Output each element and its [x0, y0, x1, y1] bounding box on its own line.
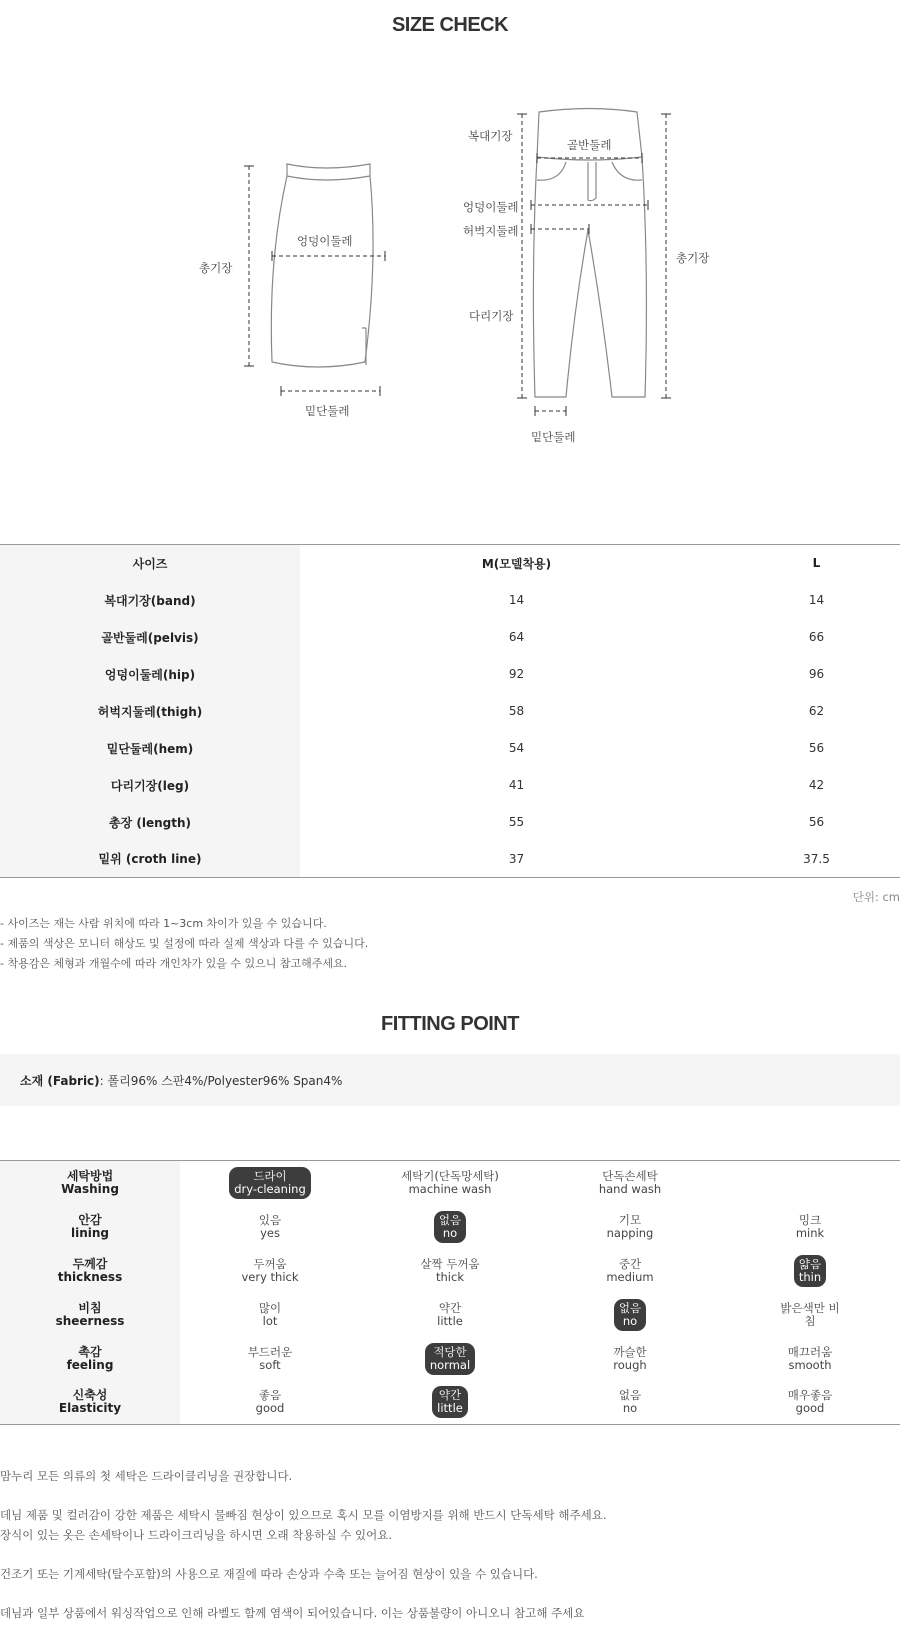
fitting-label-en: feeling — [66, 1357, 114, 1372]
fitting-option — [360, 1161, 540, 1205]
skirt-drawing — [271, 164, 373, 367]
size-diagram — [0, 90, 900, 470]
table-row — [0, 582, 900, 619]
fitting-option — [720, 1249, 900, 1293]
option-en: no — [622, 1313, 638, 1328]
care-note-line: 맘누리 모든 의류의 첫 세탁은 드라이클리닝을 권장합니다. — [0, 1469, 293, 1483]
fitting-option — [360, 1381, 540, 1425]
size-value-cell: 56 — [808, 741, 825, 755]
option-ko: 적당한 — [433, 1344, 467, 1359]
size-value-cell: 14 — [808, 593, 825, 607]
option-ko: 좋음 — [258, 1388, 282, 1403]
pants-hip-label: 엉덩이둘레 — [463, 200, 519, 214]
fitting-option-selected — [794, 1255, 826, 1287]
fitting-label-ko: 두께감 — [72, 1256, 108, 1271]
fitting-row-label — [0, 1249, 180, 1293]
table-row — [0, 730, 900, 767]
size-value-cell: 96 — [808, 667, 825, 681]
fitting-option — [180, 1337, 360, 1381]
fitting-option — [540, 1161, 720, 1205]
fitting-option — [720, 1337, 900, 1381]
fitting-option-label — [415, 1255, 484, 1287]
fitting-row — [0, 1249, 900, 1293]
size-value-cell: 42 — [808, 778, 825, 792]
size-row-label: 다리기장(leg) — [0, 767, 300, 804]
fitting-option-label — [432, 1299, 468, 1331]
fitting-option — [180, 1381, 360, 1425]
option-ko: 매우좋음 — [787, 1388, 833, 1403]
option-en: dry-cleaning — [234, 1181, 306, 1196]
fitting-row — [0, 1293, 900, 1337]
size-notes — [0, 914, 368, 974]
size-value-cell: 62 — [808, 704, 825, 718]
pants-hem-label: 밑단둘레 — [531, 430, 576, 444]
care-note-line: 건조기 또는 기계세탁(탈수포함)의 사용으로 재질에 따라 손상과 수축 또는 늘어짐 현상이 있을 수 있습니다. — [0, 1567, 538, 1581]
fitting-label-en: lining — [70, 1225, 109, 1240]
option-en: hand wash — [598, 1181, 662, 1196]
fitting-option — [360, 1337, 540, 1381]
size-row-label: 복대기장(band) — [0, 582, 300, 619]
size-row-label: 골반둘레(pelvis) — [0, 619, 300, 656]
option-ko: 밍크 — [798, 1212, 822, 1227]
pants-thigh-label: 허벅지둘레 — [463, 224, 519, 238]
option-en: good — [255, 1401, 285, 1416]
pants-total-length-label: 총기장 — [676, 251, 710, 265]
option-en: no — [622, 1401, 638, 1416]
note-line: - 제품의 색상은 모니터 해상도 및 설정에 따라 실제 색상과 다를 수 있습니다. — [0, 937, 369, 950]
table-row — [0, 656, 900, 693]
option-en: good — [795, 1401, 825, 1416]
fitting-option — [540, 1249, 720, 1293]
fitting-option — [540, 1293, 720, 1337]
fitting-option — [720, 1381, 900, 1425]
fitting-option — [180, 1161, 360, 1205]
fitting-option-label — [783, 1386, 837, 1418]
option-ko: 부드러운 — [247, 1344, 293, 1359]
care-note-line: 데님 제품 및 컬러감이 강한 제품은 세탁시 물빠짐 현상이 있으므로 혹시 모를 이염방지를 위해 반드시 단독세탁 해주세요. — [0, 1508, 607, 1522]
pants-leg-label: 다리기장 — [469, 309, 514, 323]
option-ko: 없음 — [618, 1300, 642, 1315]
option-ko: 기모 — [618, 1212, 642, 1227]
fitting-option — [540, 1205, 720, 1249]
fitting-option — [720, 1161, 900, 1205]
option-en: no — [442, 1225, 458, 1240]
fitting-option — [540, 1337, 720, 1381]
pants-band-label: 복대기장 — [468, 129, 513, 143]
size-row-label: 밑단둘레(hem) — [0, 730, 300, 767]
fitting-point-title: FITTING POINT — [381, 1013, 519, 1035]
fabric-label: 소재 (Fabric) — [20, 1073, 100, 1088]
table-row — [0, 619, 900, 656]
fitting-row-label — [0, 1337, 180, 1381]
option-en: smooth — [788, 1357, 832, 1372]
table-row — [0, 767, 900, 804]
option-ko: 중간 — [618, 1256, 642, 1271]
size-row-label: 밑위 (croth line) — [0, 841, 300, 878]
table-row — [0, 841, 900, 878]
size-value-cell: 66 — [808, 630, 825, 644]
fitting-label-en: sheerness — [55, 1313, 125, 1328]
fitting-option-label — [594, 1167, 666, 1199]
option-ko: 많이 — [258, 1300, 282, 1315]
note-line: - 사이즈는 재는 사람 위치에 따라 1~3cm 차이가 있을 수 있습니다. — [0, 917, 327, 930]
fitting-table — [0, 1160, 900, 1425]
fitting-option — [360, 1205, 540, 1249]
fitting-option — [180, 1293, 360, 1337]
care-note-line: 장식이 있는 옷은 손세탁이나 드라이크리닝을 하시면 오래 착용하실 수 있어요. — [0, 1528, 393, 1542]
option-ko: 세탁기(단독망세탁) — [401, 1168, 499, 1183]
note-line: - 착용감은 체형과 개월수에 따라 개인차가 있을 수 있으니 참고해주세요. — [0, 957, 348, 970]
option-ko: 두꺼움 — [253, 1256, 287, 1271]
option-en: little — [437, 1401, 463, 1416]
fitting-option-label — [251, 1386, 290, 1418]
size-header-cell: M(모델착용) — [481, 556, 552, 571]
table-row — [0, 804, 900, 841]
fabric-row — [0, 1054, 900, 1106]
fitting-row — [0, 1161, 900, 1205]
option-en: yes — [260, 1225, 280, 1240]
skirt-measure-lines — [249, 166, 385, 391]
fitting-option-label — [783, 1343, 837, 1375]
fitting-option-label — [243, 1343, 297, 1375]
size-value-cell: 64 — [508, 630, 525, 644]
size-value-cell: 37 — [508, 851, 525, 866]
option-en: lot — [262, 1313, 278, 1328]
fitting-option-label — [254, 1211, 286, 1243]
fitting-option-label — [396, 1167, 504, 1199]
fitting-label-en: Elasticity — [58, 1401, 122, 1416]
option-en: little — [437, 1313, 463, 1328]
fitting-option-selected — [229, 1167, 311, 1199]
option-ko: 드라이 — [253, 1168, 287, 1183]
option-en: mink — [795, 1225, 825, 1240]
option-ko: 있음 — [258, 1212, 282, 1227]
fitting-option — [720, 1205, 900, 1249]
fitting-label-ko: 촉감 — [78, 1344, 102, 1359]
size-value-cell: 58 — [508, 704, 525, 718]
skirt-hem-label: 밑단둘레 — [305, 404, 350, 418]
size-value-cell: 14 — [508, 593, 525, 607]
fitting-option-selected — [425, 1343, 475, 1375]
fitting-option-label — [608, 1343, 651, 1375]
skirt-hip-label: 엉덩이둘레 — [297, 234, 353, 248]
size-value-cell: 37.5 — [803, 851, 830, 866]
option-en: thin — [798, 1269, 822, 1284]
fitting-option-selected — [434, 1211, 466, 1243]
option-ko: 매끄러움 — [787, 1344, 833, 1359]
fitting-option-label — [805, 1180, 815, 1186]
fabric-value: : 폴리96% 스판4%/Polyester96% Span4% — [99, 1073, 343, 1088]
size-value-cell: 55 — [508, 815, 525, 829]
unit-label: 단위: cm — [852, 890, 900, 904]
size-row-label: 허벅지둘레(thigh) — [0, 693, 300, 730]
fitting-option-label — [775, 1299, 845, 1331]
size-table — [0, 544, 900, 878]
option-en: medium — [606, 1269, 654, 1284]
garment-illustration — [0, 90, 900, 470]
fitting-label-en: thickness — [57, 1269, 123, 1284]
option-ko: 약간 — [438, 1300, 462, 1315]
option-ko: 까슬한 — [613, 1344, 647, 1359]
fitting-option — [180, 1249, 360, 1293]
size-value-cell: 54 — [508, 741, 525, 755]
size-value-cell: 41 — [508, 778, 525, 792]
fitting-option — [360, 1249, 540, 1293]
option-ko: 없음 — [438, 1212, 462, 1227]
fitting-option-selected — [432, 1386, 468, 1418]
option-ko: 얇음 — [798, 1256, 822, 1271]
option-en: rough — [613, 1357, 647, 1372]
option-ko: 살짝 두꺼움 — [420, 1256, 480, 1271]
option-en: soft — [259, 1357, 281, 1372]
option-en: normal — [429, 1357, 471, 1372]
size-table-header — [0, 545, 900, 582]
size-value-cell: 56 — [808, 815, 825, 829]
skirt-total-length-label: 총기장 — [199, 261, 233, 275]
fitting-row — [0, 1337, 900, 1381]
fitting-option-label — [602, 1211, 659, 1243]
fitting-option-label — [791, 1211, 829, 1243]
fitting-label-ko: 안감 — [78, 1212, 102, 1227]
fitting-option — [540, 1381, 720, 1425]
fitting-row — [0, 1381, 900, 1425]
fitting-label-ko: 신축성 — [72, 1388, 108, 1403]
pants-pelvis-label: 골반둘레 — [567, 138, 612, 152]
fitting-option-selected — [614, 1299, 646, 1331]
size-value-cell: 92 — [508, 667, 525, 681]
size-row-label: 엉덩이둘레(hip) — [0, 656, 300, 693]
option-en: machine wash — [408, 1181, 492, 1196]
fitting-option-label — [254, 1299, 286, 1331]
size-row-label: 총장 (length) — [0, 804, 300, 841]
fitting-option-label — [236, 1255, 303, 1287]
option-ko: 단독손세탁 — [602, 1168, 658, 1183]
size-check-title: SIZE CHECK — [391, 14, 509, 36]
option-en: very thick — [241, 1269, 299, 1284]
fitting-row — [0, 1205, 900, 1249]
fitting-row-label — [0, 1293, 180, 1337]
fitting-label-ko: 세탁방법 — [66, 1168, 114, 1183]
option-en: napping — [606, 1225, 654, 1240]
fitting-option — [180, 1205, 360, 1249]
care-note-line: 데님과 일부 상품에서 워싱작업으로 인해 라벨도 함께 염색이 되어있습니다. 이는 상품불량이 아니오니 참고해 주세요 — [0, 1606, 585, 1620]
size-header-cell: L — [812, 556, 821, 571]
option-ko: 약간 — [438, 1388, 462, 1403]
fitting-row-label — [0, 1205, 180, 1249]
fitting-row-label — [0, 1381, 180, 1425]
fitting-option — [360, 1293, 540, 1337]
table-row — [0, 693, 900, 730]
fitting-option-label — [601, 1255, 658, 1287]
fitting-label-en: Washing — [61, 1181, 119, 1196]
size-header-cell: 사이즈 — [0, 545, 300, 582]
option-en: thick — [436, 1269, 464, 1284]
option-ko: 없음 — [618, 1388, 642, 1403]
fitting-row-label — [0, 1161, 180, 1205]
fitting-label-ko: 비침 — [78, 1300, 102, 1315]
option-ko: 밝은색만 비침 — [780, 1300, 840, 1328]
fitting-option — [720, 1293, 900, 1337]
fitting-option-label — [614, 1386, 646, 1418]
